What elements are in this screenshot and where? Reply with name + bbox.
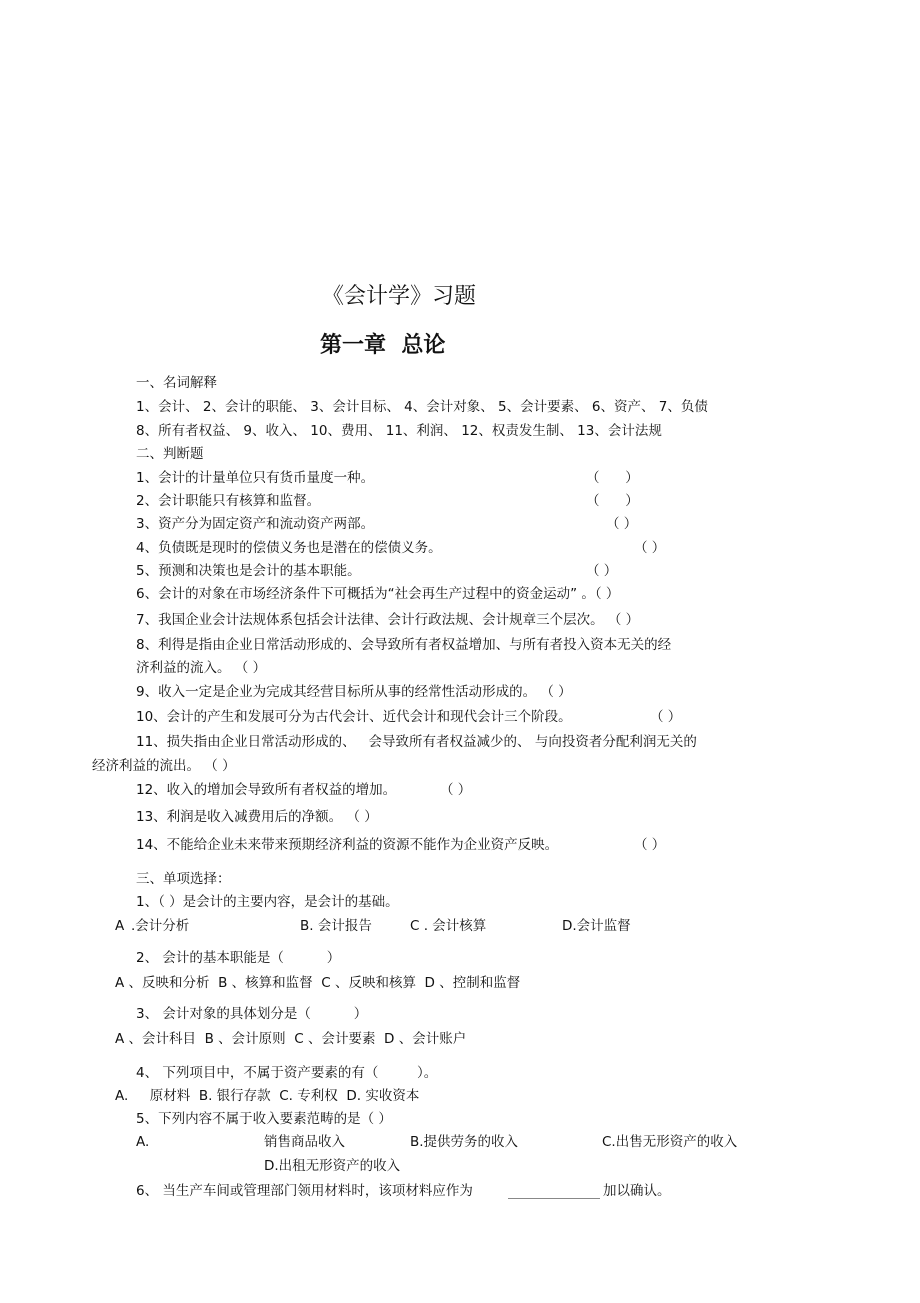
text-line: 3、 会计对象的具体划分是（ ） xyxy=(136,1006,368,1022)
text-line: 济利益的流入。 （ ） xyxy=(136,660,267,676)
text-line: D.出租无形资产的收入 xyxy=(264,1158,401,1174)
text-line: A. xyxy=(136,1134,150,1150)
text-line: 9、收入一定是企业为完成其经营目标所从事的经常性活动形成的。 （ ） xyxy=(136,684,572,700)
text-segment: （ ） xyxy=(586,563,618,579)
text-line: 2、 会计的基本职能是（ ） xyxy=(136,950,341,966)
text-line: 8、所有者权益、 9、收入、 10、费用、 11、利润、 12、权责发生制、 13、会计法规 xyxy=(136,423,662,439)
text-line: 1、（ ）是会计的主要内容，是会计的基础。 xyxy=(136,894,399,910)
text-segment: .会计分析 xyxy=(131,918,190,934)
text-line: 1、会计、 2、会计的职能、 3、会计目标、 4、会计对象、 5、会计要素、 6、资产、 7、负债 xyxy=(136,399,708,415)
text-segment: B.提供劳务的收入 xyxy=(410,1134,519,1150)
text-line: A 、反映和分析 B 、核算和监督 C 、反映和核算 D 、控制和监督 xyxy=(115,975,521,991)
text-segment: D.会计监督 xyxy=(562,918,631,934)
answer-blank xyxy=(508,1198,600,1199)
text-line: 4、负债既是现时的偿债义务也是潜在的偿债义务。 xyxy=(136,540,442,556)
text-segment: （ ） xyxy=(606,516,638,532)
text-segment: 加以确认。 xyxy=(603,1183,671,1199)
text-line: 8、利得是指由企业日常活动形成的、会导致所有者权益增加、与所有者投入资本无关的经 xyxy=(136,637,672,653)
text-line: 10、会计的产生和发展可分为古代会计、近代会计和现代会计三个阶段。 xyxy=(136,709,572,725)
text-segment: B. 会计报告 xyxy=(300,918,372,934)
text-line: A. 原材料 B. 银行存款 C. 专利权 D. 实收资本 xyxy=(115,1088,420,1104)
text-line: 13、利润是收入减费用后的净额。 （ ） xyxy=(136,809,378,825)
text-line: 6、会计的对象在市场经济条件下可概括为“社会再生产过程中的资金运动” 。（ ） xyxy=(136,586,620,602)
text-line: 3、资产分为固定资产和流动资产两部。 xyxy=(136,516,375,532)
text-segment: （ ） xyxy=(650,709,682,725)
text-segment: （ ） xyxy=(634,837,666,853)
text-line: 4、 下列项目中，不属于资产要素的有（ ）。 xyxy=(136,1065,438,1081)
text-line: A xyxy=(115,918,125,934)
text-line: 5、下列内容不属于收入要素范畴的是（ ） xyxy=(136,1111,392,1127)
text-segment: C.出售无形资产的收入 xyxy=(602,1134,738,1150)
text-line: 14、不能给企业未来带来预期经济利益的资源不能作为企业资产反映。 xyxy=(136,837,559,853)
text-line: 1、会计的计量单位只有货币量度一种。 xyxy=(136,470,375,486)
text-line: 11、损失指由企业日常活动形成的、 会导致所有者权益减少的、 与向投资者分配利润无关的 xyxy=(136,734,697,750)
document-title: 《会计学》习题 xyxy=(322,284,477,309)
text-segment: （ ） xyxy=(440,782,472,798)
text-line: 5、预测和决策也是会计的基本职能。 xyxy=(136,563,361,579)
text-segment: （ ） xyxy=(586,470,639,486)
text-segment: 销售商品收入 xyxy=(264,1134,345,1150)
text-segment: C . 会计核算 xyxy=(410,918,487,934)
chapter-heading: 第一章 总论 xyxy=(320,333,446,358)
text-line: 三、单项选择： xyxy=(136,871,231,887)
text-line: 12、收入的增加会导致所有者权益的增加。 xyxy=(136,782,397,798)
text-line: 一、名词解释 xyxy=(136,375,217,391)
text-line: A 、会计科目 B 、会计原则 C 、会计要素 D 、会计账户 xyxy=(115,1031,467,1047)
text-line: 经济利益的流出。 （ ） xyxy=(92,758,236,774)
text-line: 二、判断题 xyxy=(136,446,204,462)
text-line: 2、会计职能只有核算和监督。 xyxy=(136,493,321,509)
text-segment: （ ） xyxy=(586,493,639,509)
text-segment: （ ） xyxy=(634,540,666,556)
text-line: 7、我国企业会计法规体系包括会计法律、会计行政法规、会计规章三个层次。 （ ） xyxy=(136,612,640,628)
text-line: 6、 当生产车间或管理部门领用材料时，该项材料应作为 xyxy=(136,1183,473,1199)
